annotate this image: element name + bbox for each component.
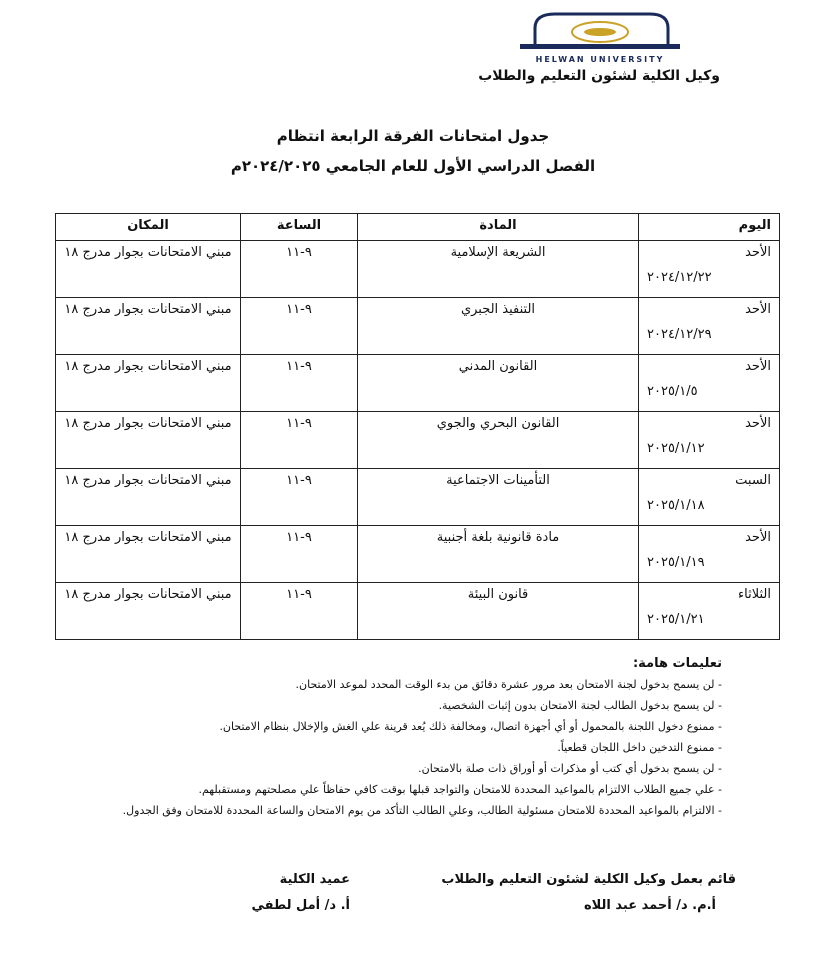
day-name: السبت [735,473,771,488]
exam-date: ٢٠٢٥/١/١٨ [647,498,705,513]
place-cell: مبني الامتحانات بجوار مدرج ١٨ [56,526,241,583]
place-cell: مبني الامتحانات بجوار مدرج ١٨ [56,241,241,298]
table-row [56,526,780,583]
semester-title: الفصل الدراسي الأول للعام الجامعي ٢٠٢٤/٢٠٢٥م [230,157,596,175]
instruction-item: - الالتزام بالمواعيد المحددة للامتحان مسئولية الطالب، وعلي الطالب التأكد من يوم الامتحان والساعة المحددة للامتحان وفق الجدول. [122,804,722,817]
time-cell: ٩-١١ [241,298,358,355]
office-name: وكيل الكلية لشئون التعليم والطلاب [478,68,720,84]
place-cell: مبني الامتحانات بجوار مدرج ١٨ [56,583,241,640]
header-subject: المادة [358,214,639,241]
day-cell [639,583,780,640]
exam-date: ٢٠٢٥/١/٢١ [647,612,705,627]
table-header-row [56,214,780,241]
table-row [56,583,780,640]
day-name: الأحد [745,530,771,545]
instruction-item: - ممنوع التدخين داخل اللجان قطعياً. [557,741,722,754]
schedule-title: جدول امتحانات الفرقة الرابعة انتظام [276,127,550,145]
dean-name: أ. د/ أمل لطفي [251,898,350,913]
instruction-item: - علي جميع الطلاب الالتزام بالمواعيد المحددة للامتحان والتواجد قبلها بوقت كافي حفاظاً علي مصلحتهم ومستقبلهم. [198,783,722,796]
day-cell [639,526,780,583]
dean-signature [200,872,350,914]
header-time: الساعة [241,214,358,241]
logo-text: HELWAN UNIVERSITY [535,55,665,64]
day-name: الأحد [745,359,771,374]
place-cell: مبني الامتحانات بجوار مدرج ١٨ [56,355,241,412]
day-cell [639,469,780,526]
vice-dean-signature [396,872,736,914]
subject-cell: القانون البحري والجوي [358,412,639,469]
time-cell: ٩-١١ [241,526,358,583]
university-logo [500,6,700,64]
exam-date: ٢٠٢٥/١/١٢ [647,441,705,456]
subject-cell: القانون المدني [358,355,639,412]
table-row [56,469,780,526]
instruction-item: - لن يسمح بدخول أي كتب أو مذكرات أو أوراق ذات صلة بالامتحان. [418,762,722,775]
table-row [56,412,780,469]
place-cell: مبني الامتحانات بجوار مدرج ١٨ [56,298,241,355]
place-cell: مبني الامتحانات بجوار مدرج ١٨ [56,469,241,526]
subject-cell: التأمينات الاجتماعية [358,469,639,526]
table-row [56,241,780,298]
day-cell [639,412,780,469]
time-cell: ٩-١١ [241,412,358,469]
header-day: اليوم [639,214,780,241]
day-cell [639,355,780,412]
day-name: الأحد [745,416,771,431]
time-cell: ٩-١١ [241,241,358,298]
dean-title: عميد الكلية [279,872,350,887]
exam-date: ٢٠٢٥/١/١٩ [647,555,705,570]
table-row [56,298,780,355]
instruction-item: - لن يسمح بدخول لجنة الامتحان بعد مرور عشرة دقائق من بدء الوقت المحدد لموعد الامتحان. [295,678,722,691]
instruction-item: - لن يسمح بدخول الطالب لجنة الامتحان بدون إثبات الشخصية. [438,699,722,712]
exam-date: ٢٠٢٤/١٢/٢٢ [647,270,712,285]
day-name: الأحد [745,245,771,260]
subject-cell: مادة قانونية بلغة أجنبية [358,526,639,583]
vice-dean-name: أ.م. د/ أحمد عبد اللاه [583,898,716,913]
day-name: الثلاثاء [738,587,771,602]
table-row [56,355,780,412]
time-cell: ٩-١١ [241,355,358,412]
subject-cell: الشريعة الإسلامية [358,241,639,298]
subject-cell: التنفيذ الجبري [358,298,639,355]
exam-schedule-table [55,213,780,640]
day-cell [639,241,780,298]
subject-cell: قانون البيئة [358,583,639,640]
day-cell [639,298,780,355]
time-cell: ٩-١١ [241,583,358,640]
time-cell: ٩-١١ [241,469,358,526]
instruction-item: - ممنوع دخول اللجنة بالمحمول أو أي أجهزة اتصال، ومخالفة ذلك يُعد قرينة علي الغش والإخلال بنظام الامتحان. [219,720,722,733]
instructions-heading: تعليمات هامة: [632,656,722,671]
instructions [60,656,722,825]
exam-date: ٢٠٢٤/١٢/٢٩ [647,327,712,342]
day-name: الأحد [745,302,771,317]
exam-date: ٢٠٢٥/١/٥ [647,384,698,399]
vice-dean-title: قائم بعمل وكيل الكلية لشئون التعليم والطلاب [441,872,736,887]
place-cell: مبني الامتحانات بجوار مدرج ١٨ [56,412,241,469]
header-place: المكان [56,214,241,241]
